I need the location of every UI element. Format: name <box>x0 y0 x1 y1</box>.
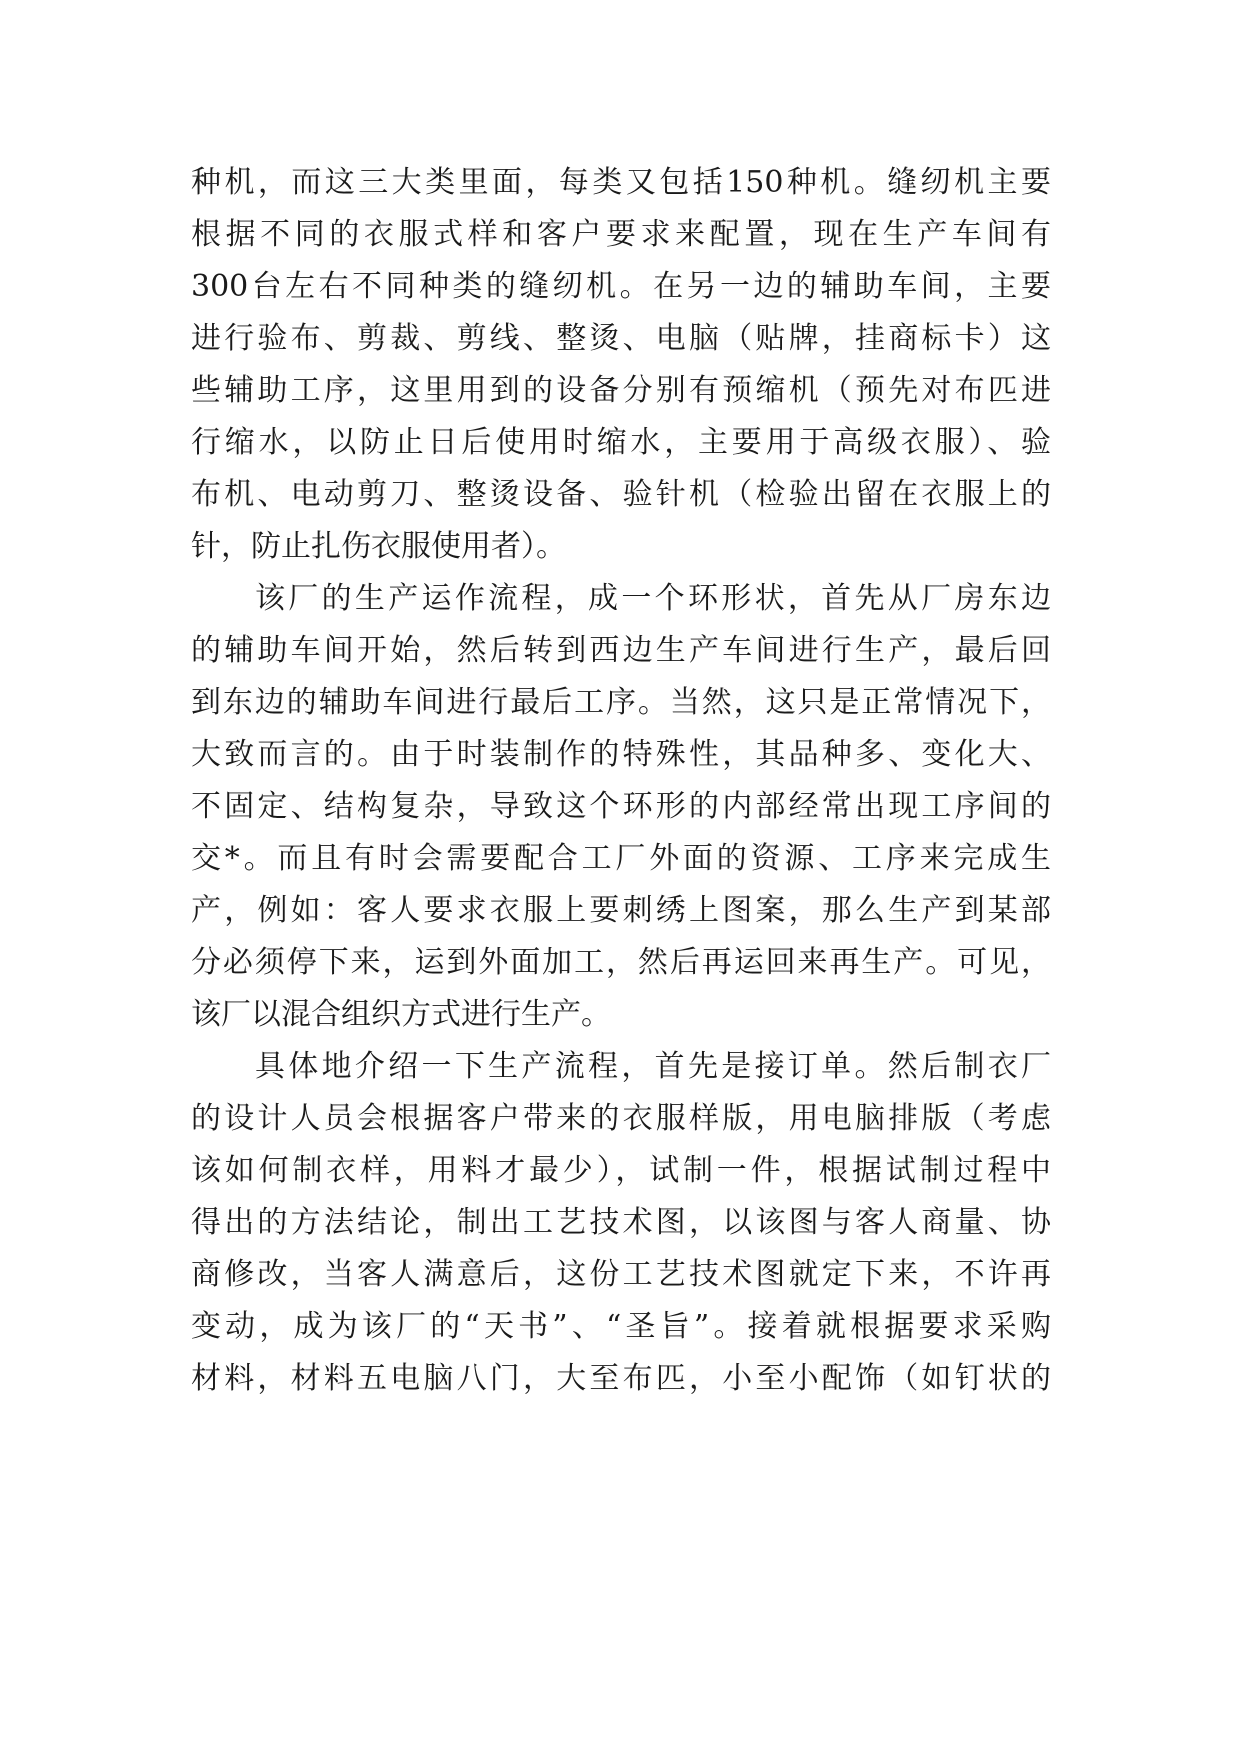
text-line: 针，防止扎伤衣服使用者）。 <box>191 529 566 564</box>
text-line: 变动，成为该厂的“天书”、“圣旨”。接着就根据要求采购 <box>191 1309 1051 1344</box>
text-line: 该厂以混合组织方式进行生产。 <box>191 997 611 1032</box>
paragraph-3 <box>191 1041 1051 1405</box>
text-line: 材料，材料五电脑八门，大至布匹，小至小配饰（如钉状的 <box>191 1361 1051 1396</box>
text-line: 该厂的生产运作流程，成一个环形状，首先从厂房东边 <box>255 581 1051 616</box>
text-line: 分必须停下来，运到外面加工，然后再运回来再生产。可见， <box>191 945 1051 980</box>
text-line: 得出的方法结论，制出工艺技术图，以该图与客人商量、协 <box>191 1205 1051 1240</box>
text-line: 300台左右不同种类的缝纫机。在另一边的辅助车间，主要 <box>191 269 1051 304</box>
text-line: 的设计人员会根据客户带来的衣服样版，用电脑排版（考虑 <box>191 1101 1051 1136</box>
text-line: 根据不同的衣服式样和客户要求来配置，现在生产车间有 <box>191 217 1051 252</box>
text-line: 不固定、结构复杂，导致这个环形的内部经常出现工序间的 <box>191 789 1051 824</box>
text-line: 产，例如：客人要求衣服上要刺绣上图案，那么生产到某部 <box>191 893 1051 928</box>
text-line: 该如何制衣样，用料才最少），试制一件，根据试制过程中 <box>191 1153 1051 1188</box>
text-line: 大致而言的。由于时装制作的特殊性，其品种多、变化大、 <box>191 737 1051 772</box>
text-line: 的辅助车间开始，然后转到西边生产车间进行生产，最后回 <box>191 633 1051 668</box>
text-line: 交*。而且有时会需要配合工厂外面的资源、工序来完成生 <box>191 841 1051 876</box>
text-line: 种机，而这三大类里面，每类又包括150种机。缝纫机主要 <box>191 165 1051 200</box>
text-line: 行缩水，以防止日后使用时缩水，主要用于高级衣服）、验 <box>191 425 1051 460</box>
paragraph-2 <box>191 573 1051 1041</box>
text-line: 些辅助工序，这里用到的设备分别有预缩机（预先对布匹进 <box>191 373 1051 408</box>
text-line: 布机、电动剪刀、整烫设备、验针机（检验出留在衣服上的 <box>191 477 1051 512</box>
paragraph-1 <box>191 157 1051 573</box>
text-line: 进行验布、剪裁、剪线、整烫、电脑（贴牌，挂商标卡）这 <box>191 321 1051 356</box>
body-text <box>191 157 1051 1405</box>
text-line: 到东边的辅助车间进行最后工序。当然，这只是正常情况下， <box>191 685 1051 720</box>
text-line: 商修改，当客人满意后，这份工艺技术图就定下来，不许再 <box>191 1257 1051 1292</box>
text-line: 具体地介绍一下生产流程，首先是接订单。然后制衣厂 <box>255 1049 1051 1084</box>
